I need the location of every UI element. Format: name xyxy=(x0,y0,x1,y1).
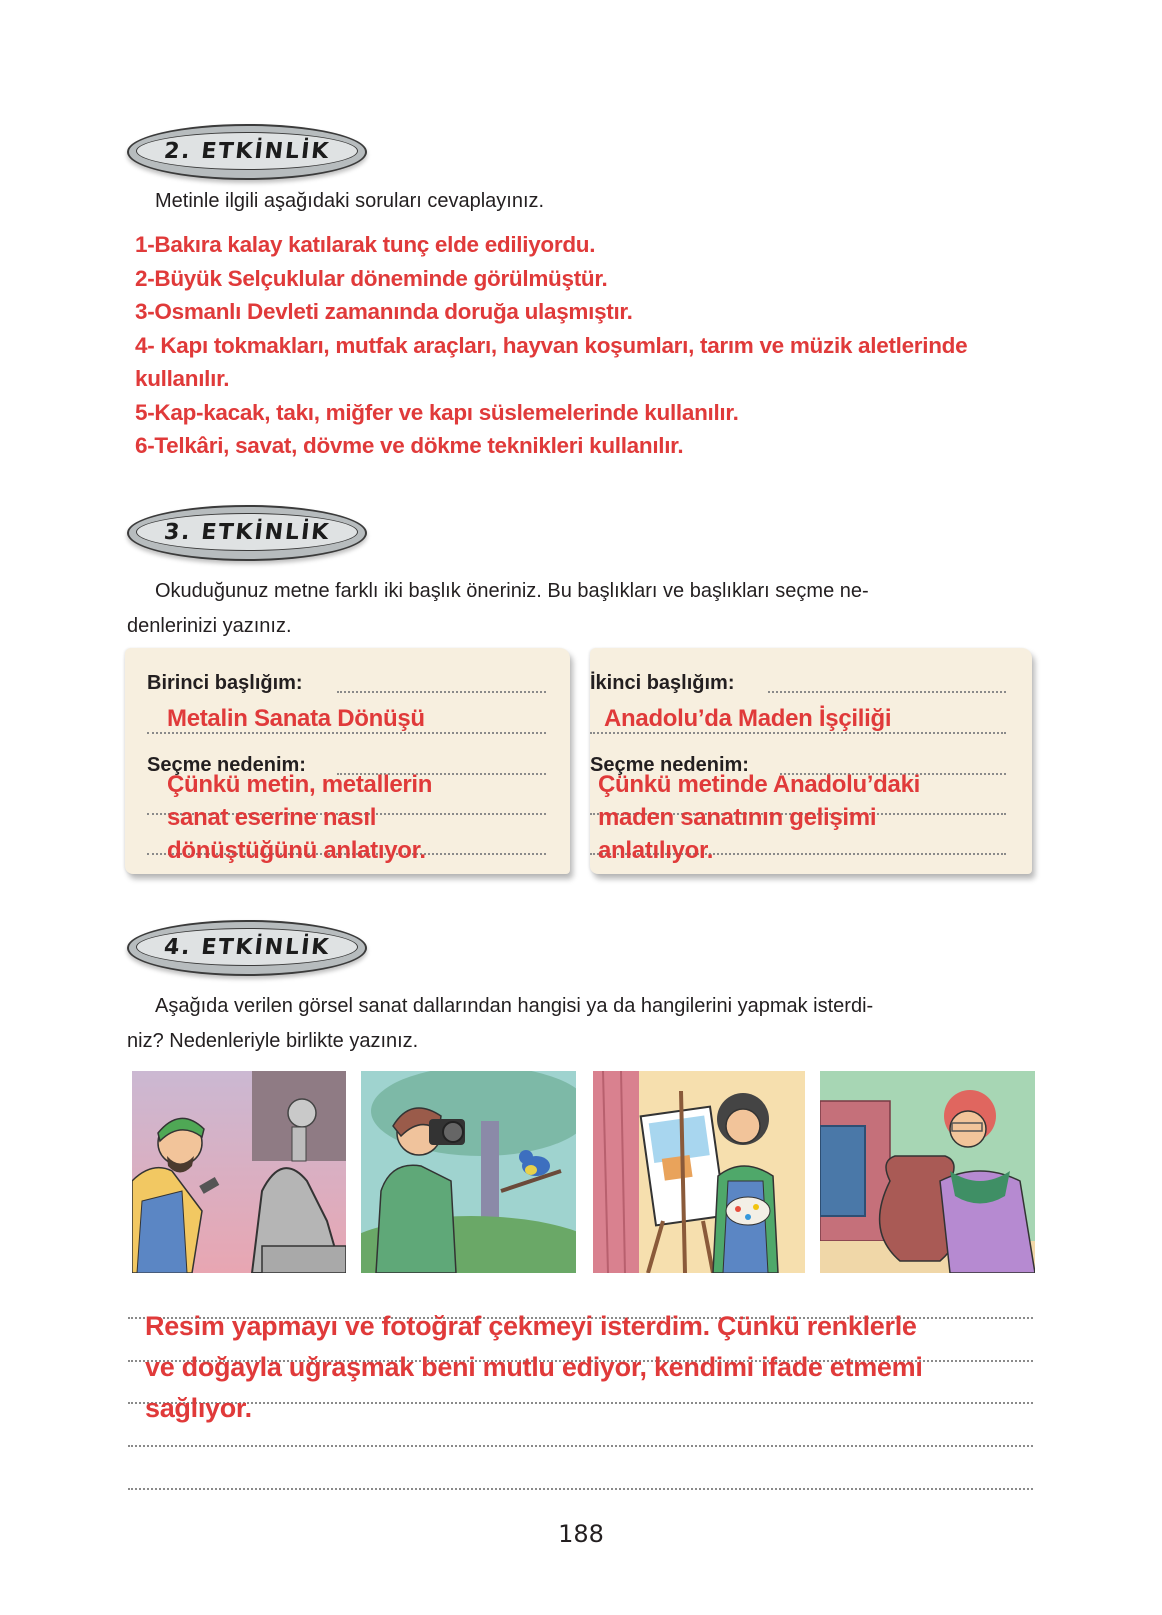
writing-line xyxy=(128,1445,1033,1447)
reason-line: Çünkü metin, metallerin xyxy=(167,771,433,798)
answer-line: 4- Kapı tokmakları, mutfak araçları, hayvan koşumları, tarım ve müzik aletlerinde xyxy=(135,332,968,358)
activity-2-title: 2. ETKİNLİK xyxy=(162,138,332,164)
first-title-answer: Metalin Sanata Dönüşü xyxy=(167,705,425,732)
activity-4-instruction-line1: Aşağıda verilen görsel sanat dallarından hangisi ya da hangilerini yapmak isterdi- xyxy=(155,995,874,1017)
activity-2-answers xyxy=(135,228,967,463)
writing-line xyxy=(128,1488,1033,1490)
activity-4-badge xyxy=(127,920,367,976)
answer-line: kullanılır. xyxy=(135,366,230,391)
second-title-answer: Anadolu’da Maden İşçiliği xyxy=(604,705,892,732)
answer-line: 2-Büyük Selçuklular döneminde görülmüştür. xyxy=(135,265,608,291)
first-title-card xyxy=(125,648,570,874)
photographer-illustration xyxy=(361,1071,576,1273)
reason-line: maden sanatının gelişimi xyxy=(598,804,877,831)
first-title-label: Birinci başlığım: xyxy=(147,672,303,694)
activity-3-instruction-line1: Okuduğunuz metne farklı iki başlık öneriniz. Bu başlıkları ve başlıkları seçme ne- xyxy=(155,580,869,602)
sculptor-illustration xyxy=(132,1071,346,1273)
activity-4-instruction-line2: niz? Nedenleriyle birlikte yazınız. xyxy=(127,1030,419,1052)
second-reason-label: Seçme nedenim: xyxy=(590,754,749,776)
answer-line-dots xyxy=(337,691,546,693)
activity-4-title: 4. ETKİNLİK xyxy=(162,934,332,960)
second-reason-answer xyxy=(598,768,920,867)
answer-line: 1-Bakıra kalay katılarak tunç elde ediliyordu. xyxy=(135,232,596,257)
answer-line: 3-Osmanlı Devleti zamanında doruğa ulaşmıştır. xyxy=(135,299,633,324)
answer-line: Resim yapmayı ve fotoğraf çekmeyi isterdim. Çünkü renklerle xyxy=(145,1311,917,1341)
activity-4-answer xyxy=(145,1306,1045,1429)
first-reason-answer xyxy=(167,768,432,867)
reason-line: anlatılıyor. xyxy=(598,837,714,864)
answer-line-dots xyxy=(768,691,1006,693)
reason-line: dönüştüğünü anlatıyor. xyxy=(167,837,426,864)
second-title-label: İkinci başlığım: xyxy=(590,672,735,694)
reason-line: sanat eserine nasıl xyxy=(167,804,377,831)
activity-3-title: 3. ETKİNLİK xyxy=(162,519,332,545)
answer-line: 5-Kap-kacak, takı, miğfer ve kapı süslemelerinde kullanılır. xyxy=(135,399,739,425)
page-number: 188 xyxy=(558,1520,604,1548)
answer-line: 6-Telkâri, savat, dövme ve dökme teknikleri kullanılır. xyxy=(135,433,684,458)
first-reason-label: Seçme nedenim: xyxy=(147,754,306,776)
activity-2-badge xyxy=(127,124,367,180)
activity-3-badge xyxy=(127,505,367,561)
activity-3-instruction-line2: denlerinizi yazınız. xyxy=(127,615,292,637)
ceramicist-illustration xyxy=(820,1071,1035,1273)
answer-line: sağlıyor. xyxy=(145,1393,252,1423)
activity-2-instruction: Metinle ilgili aşağıdaki soruları cevaplayınız. xyxy=(155,190,545,212)
reason-line: Çünkü metinde Anadolu’daki xyxy=(598,771,921,798)
answer-line: ve doğayla uğraşmak beni mutlu ediyor, kendimi ifade etmemi xyxy=(145,1352,923,1382)
painter-illustration xyxy=(593,1071,805,1273)
second-title-card xyxy=(590,648,1032,874)
